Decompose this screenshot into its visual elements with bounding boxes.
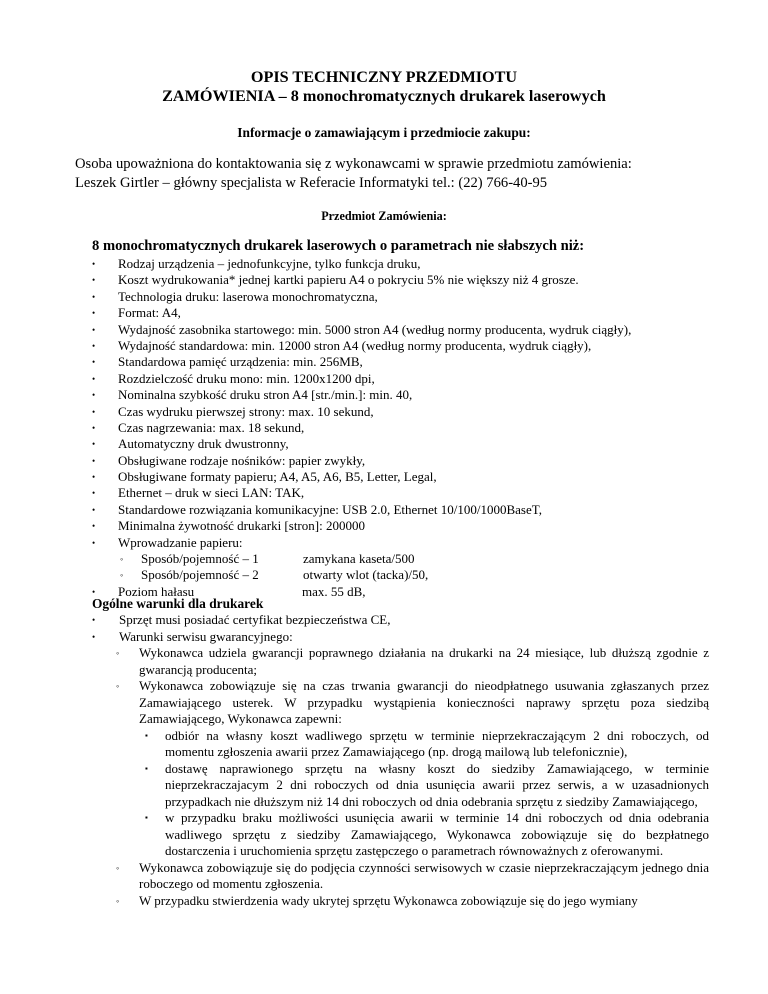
bullet-icon: • [92,406,96,417]
spec-item [91,322,631,338]
spec-text: Czas nagrzewania: max. 18 sekund, [118,419,305,435]
bullet-icon: • [92,439,96,450]
service-item [91,810,709,860]
spec-text: Rozdzielczość druku mono: min. 1200x1200 dpi, [118,370,375,386]
spec-text: Obsługiwane formaty papieru; A4, A5, A6, B5, Letter, Legal, [118,469,437,485]
general-item [91,612,709,629]
bullet-icon: • [92,586,96,597]
spec-text: Wprowadzanie papieru: [118,534,243,550]
bullet-icon: • [92,373,96,384]
paper-input-label: Sposób/pojemność – 1 [141,551,259,567]
spec-text: Wydajność standardowa: min. 12000 stron A4 (według normy producenta, wydruk ciągły), [118,337,592,353]
bullet-icon: • [92,504,96,515]
general-item-text: Sprzęt musi posiadać certyfikat bezpieczeństwa CE, [119,612,391,627]
paper-input-value: zamykana kaseta/500 [303,551,415,567]
bullet-icon: • [92,631,96,642]
bullet-icon: • [92,390,96,401]
circle-bullet-icon: ◦ [116,648,120,658]
spec-item [91,404,631,420]
spec-item [91,469,631,485]
warranty-text: Wykonawca zobowiązuje się na czas trwania gwarancji do nieodpłatnego usuwania zgłaszanych przez Zamawiającego usterek. W przypadku wystąpienia konieczności naprawy sprzętu poza siedzibą Zamawiającego, Wykonawca zapewni: [139,678,709,726]
spec-item [91,502,631,518]
square-bullet-icon: ▪ [145,763,148,773]
spec-text: Standardowa pamięć urządzenia: min. 256MB, [118,354,363,370]
noise-value: max. 55 dB, [302,583,366,599]
paper-input-value: otwarty wlot (tacka)/50, [303,567,429,583]
spec-text: Standardowe rozwiązania komunikacyjne: USB 2.0, Ethernet 10/100/1000BaseT, [118,501,542,517]
spec-item [91,485,631,501]
square-bullet-icon: ▪ [145,813,148,822]
spec-item [91,256,631,272]
warranty-text: Wykonawca zobowiązuje się do podjęcia czynności serwisowych w czasie nieprzekraczającym jednego dnia roboczego od momentu zgłoszenia. [139,859,709,891]
warranty-text: Wykonawca udziela gwarancji poprawnego działania na drukarki na 24 miesiące, lub dłuższą zgodnie z gwarancją producenta; [139,645,709,677]
spec-text: Koszt wydrukowania* jednej kartki papieru A4 o pokryciu 5% nie większy niż 4 grosze. [118,272,579,288]
bullet-icon: • [92,615,96,625]
spec-text: Nominalna szybkość druku stron A4 [str./min.]: min. 40, [118,387,413,403]
warranty-item [91,678,709,728]
bullet-icon: • [92,521,96,532]
service-text: odbiór na własny koszt wadliwego sprzętu w terminie nieprzekraczającym 2 dni roboczych, od momentu zgłoszenia awarii przez Zamawiającego (np. drogą mailową lub telefonicznie), [165,727,709,759]
bullet-icon: • [92,422,96,433]
bullet-icon: • [92,308,96,319]
warranty-item [91,645,709,678]
spec-item [91,518,631,534]
square-bullet-icon: ▪ [145,730,148,740]
spec-text: Technologia druku: laserowa monochromatyczna, [118,288,378,304]
service-item [91,728,709,761]
subject-heading: Przedmiot Zamówienia: [321,209,447,223]
paper-input-row [91,551,631,567]
bullet-icon: • [92,455,96,466]
specs-list [91,256,631,600]
general-conditions-list [91,612,709,909]
spec-item [91,387,631,403]
contact-line-1: Osoba upoważniona do kontaktowania się z wykonawcami w sprawie przedmiotu zamówienia: [75,156,632,172]
spec-text: Ethernet – druk w sieci LAN: TAK, [118,485,305,501]
circle-bullet-icon: ◦ [116,681,120,691]
service-text: dostawę naprawionego sprzętu na własny koszt do siedziby Zamawiającego, w terminie nieprzekraczajacym 2 dni roboczych od dnia usunięcia awarii przez serwis, a w uzasadnionych przypadkach nie dłuższym niż 14 dni roboczych od dnia odebrania sprzętu z siedziby Zamawiającego, [165,760,709,809]
service-text: w przypadku braku możliwości usunięcia awarii w terminie 14 dni roboczych od dnia odebrania wadliwego sprzętu z siedziby Zamawiającego, Wykonawca zobowiązuje się do bezpłatnego dostarczenia i uruchomienia sprzętu zastępczego o parametrach równoważnych z oferowanymi. [165,810,709,858]
bullet-icon: • [92,324,96,335]
specs-heading: 8 monochromatycznych drukarek laserowych o parametrach nie słabszych niż: [92,238,585,254]
spec-item [91,436,631,452]
general-item-text: Warunki serwisu gwarancyjnego: [119,628,293,644]
spec-item [91,272,631,288]
circle-bullet-icon: ◦ [116,862,120,873]
document-title-line-2: ZAMÓWIENIA – 8 monochromatycznych drukarek laserowych [162,87,606,105]
contact-line-2: Leszek Girtler – główny specjalista w Referacie Informatyki tel.: (22) 766-40-95 [75,175,548,191]
spec-text: Minimalna żywotność drukarki [stron]: 200000 [118,518,365,534]
spec-text: Wydajność zasobnika startowego: min. 5000 stron A4 (według normy producenta, wydruk ciągły), [118,321,632,337]
bullet-icon: • [92,291,96,302]
spec-item [91,371,631,387]
spec-item [91,535,631,551]
warranty-item [91,893,709,910]
service-item [91,761,709,811]
spec-text: Automatyczny druk dwustronny, [118,436,289,452]
spec-item [91,420,631,436]
bullet-icon: • [92,488,96,499]
bullet-icon: • [92,357,96,368]
spec-text: Obsługiwane rodzaje nośników: papier zwykły, [118,452,366,468]
circle-bullet-icon: ◦ [120,570,124,581]
circle-bullet-icon: ◦ [120,554,124,565]
paper-input-label: Sposób/pojemność – 2 [141,567,259,583]
circle-bullet-icon: ◦ [116,895,120,906]
warranty-item [91,860,709,893]
warranty-text: W przypadku stwierdzenia wady ukrytej sprzętu Wykonawca zobowiązuje się do jego wymiany [139,892,638,908]
spec-item [91,338,631,354]
bullet-icon: • [92,275,96,286]
document-title-line-1: OPIS TECHNICZNY PRZEDMIOTU [250,68,518,86]
info-heading: Informacje o zamawiającym i przedmiocie zakupu: [237,125,531,140]
bullet-icon: • [92,537,96,548]
spec-item [91,305,631,321]
bullet-icon: • [92,472,96,483]
spec-item [91,289,631,305]
spec-text: Rodzaj urządzenia – jednofunkcyjne, tylko funkcja druku, [118,256,421,271]
spec-item [91,354,631,370]
general-conditions-title: Ogólne warunki dla drukarek [92,596,264,611]
paper-input-row [91,567,631,583]
spec-text: Czas wydruku pierwszej strony: max. 10 sekund, [118,403,374,419]
bullet-icon: • [92,340,96,351]
general-item [91,629,709,646]
spec-item [91,453,631,469]
noise-label: Poziom hałasu [118,583,195,599]
spec-text: Format: A4, [118,305,181,321]
bullet-icon: • [92,259,96,269]
